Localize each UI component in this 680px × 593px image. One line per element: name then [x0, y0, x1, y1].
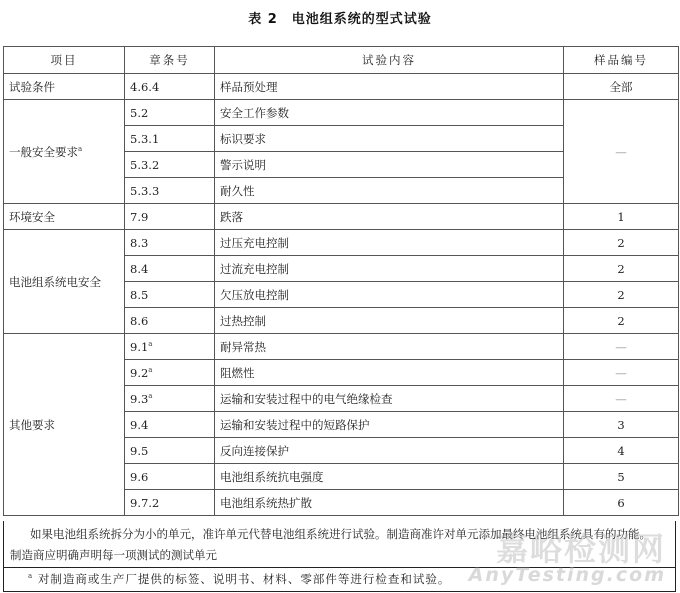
table-row: [4, 204, 679, 230]
content-cell: 过热控制: [215, 308, 564, 334]
clause-cell: [125, 386, 215, 412]
footnote-text: 对制造商或生产厂提供的标签、说明书、材料、零部件等进行检查和试验。: [37, 572, 451, 586]
clause-cell: [125, 360, 215, 386]
category-cell: 试验条件: [4, 74, 125, 100]
sample-cell: 3: [564, 412, 679, 438]
sample-cell: —: [564, 386, 679, 412]
clause-label: 9.3: [130, 391, 149, 406]
content-cell: 警示说明: [215, 152, 564, 178]
sample-cell: 4: [564, 438, 679, 464]
category-cell: [4, 100, 125, 204]
content-cell: 阻燃性: [215, 360, 564, 386]
clause-cell: [125, 334, 215, 360]
table-note: [3, 521, 676, 568]
clause-cell: 8.4: [125, 256, 215, 282]
table-row: [4, 230, 679, 256]
content-cell: 过压充电控制: [215, 230, 564, 256]
header-item: 项目: [4, 47, 125, 74]
clause-cell: 5.2: [125, 100, 215, 126]
table-header-row: [4, 47, 679, 74]
sample-cell: —: [564, 100, 679, 204]
clause-cell: 5.3.1: [125, 126, 215, 152]
clause-cell: 9.4: [125, 412, 215, 438]
category-cell: 电池组系统电安全: [4, 230, 125, 334]
clause-cell: 7.9: [125, 204, 215, 230]
footnote-marker: a: [78, 144, 83, 153]
table-footnote: [3, 568, 676, 592]
sample-cell: 5: [564, 464, 679, 490]
table-row: [4, 334, 679, 360]
content-cell: 欠压放电控制: [215, 282, 564, 308]
category-cell: 其他要求: [4, 334, 125, 516]
content-cell: 电池组系统热扩散: [215, 490, 564, 516]
sample-cell: 2: [564, 282, 679, 308]
clause-cell: 9.6: [125, 464, 215, 490]
sample-cell: —: [564, 360, 679, 386]
content-cell: 跌落: [215, 204, 564, 230]
sample-cell: —: [564, 334, 679, 360]
clause-cell: 5.3.3: [125, 178, 215, 204]
table-title-text: 电池组系统的型式试验: [291, 12, 432, 27]
content-cell: 标识要求: [215, 126, 564, 152]
content-cell: 安全工作参数: [215, 100, 564, 126]
content-cell: 样品预处理: [215, 74, 564, 100]
type-test-table: [3, 46, 679, 516]
category-cell: 环境安全: [4, 204, 125, 230]
clause-cell: 4.6.4: [125, 74, 215, 100]
content-cell: 过流充电控制: [215, 256, 564, 282]
content-cell: 反向连接保护: [215, 438, 564, 464]
category-label: 一般安全要求: [9, 144, 78, 159]
sample-cell: 1: [564, 204, 679, 230]
footnote-marker: a: [148, 365, 153, 374]
clause-label: 9.2: [130, 365, 149, 380]
content-cell: 耐久性: [215, 178, 564, 204]
sample-cell: 全部: [564, 74, 679, 100]
header-clause: 章条号: [125, 47, 215, 74]
footnote-marker: a: [148, 391, 153, 400]
sample-cell: 2: [564, 256, 679, 282]
clause-label: 9.1: [130, 339, 149, 354]
table-number: 表 2: [248, 12, 278, 27]
header-sample: 样品编号: [564, 47, 679, 74]
clause-cell: 8.6: [125, 308, 215, 334]
clause-cell: 8.3: [125, 230, 215, 256]
footnote-marker: a: [28, 572, 34, 581]
content-cell: 电池组系统抗电强度: [215, 464, 564, 490]
footnote-marker: a: [148, 339, 153, 348]
note-line-1: 如果电池组系统拆分为小的单元，准许单元代替电池组系统进行试验。制造商准许对单元添加最终电池组系统具有的功能。: [30, 527, 651, 541]
content-cell: 运输和安装过程中的电气绝缘检查: [215, 386, 564, 412]
sample-cell: 2: [564, 308, 679, 334]
table-row: [4, 74, 679, 100]
clause-cell: 9.7.2: [125, 490, 215, 516]
watermark-en: AnyTesting.com: [468, 564, 666, 586]
note-line-2: 制造商应明确声明每一项测试的测试单元: [10, 548, 217, 562]
content-cell: 耐异常热: [215, 334, 564, 360]
clause-cell: 9.5: [125, 438, 215, 464]
header-content: 试验内容: [215, 47, 564, 74]
clause-cell: 5.3.2: [125, 152, 215, 178]
table-row: [4, 100, 679, 126]
watermark-cn: 嘉峪检测网: [495, 530, 666, 568]
table-title: [0, 8, 680, 27]
content-cell: 运输和安装过程中的短路保护: [215, 412, 564, 438]
clause-cell: 8.5: [125, 282, 215, 308]
sample-cell: 6: [564, 490, 679, 516]
sample-cell: 2: [564, 230, 679, 256]
